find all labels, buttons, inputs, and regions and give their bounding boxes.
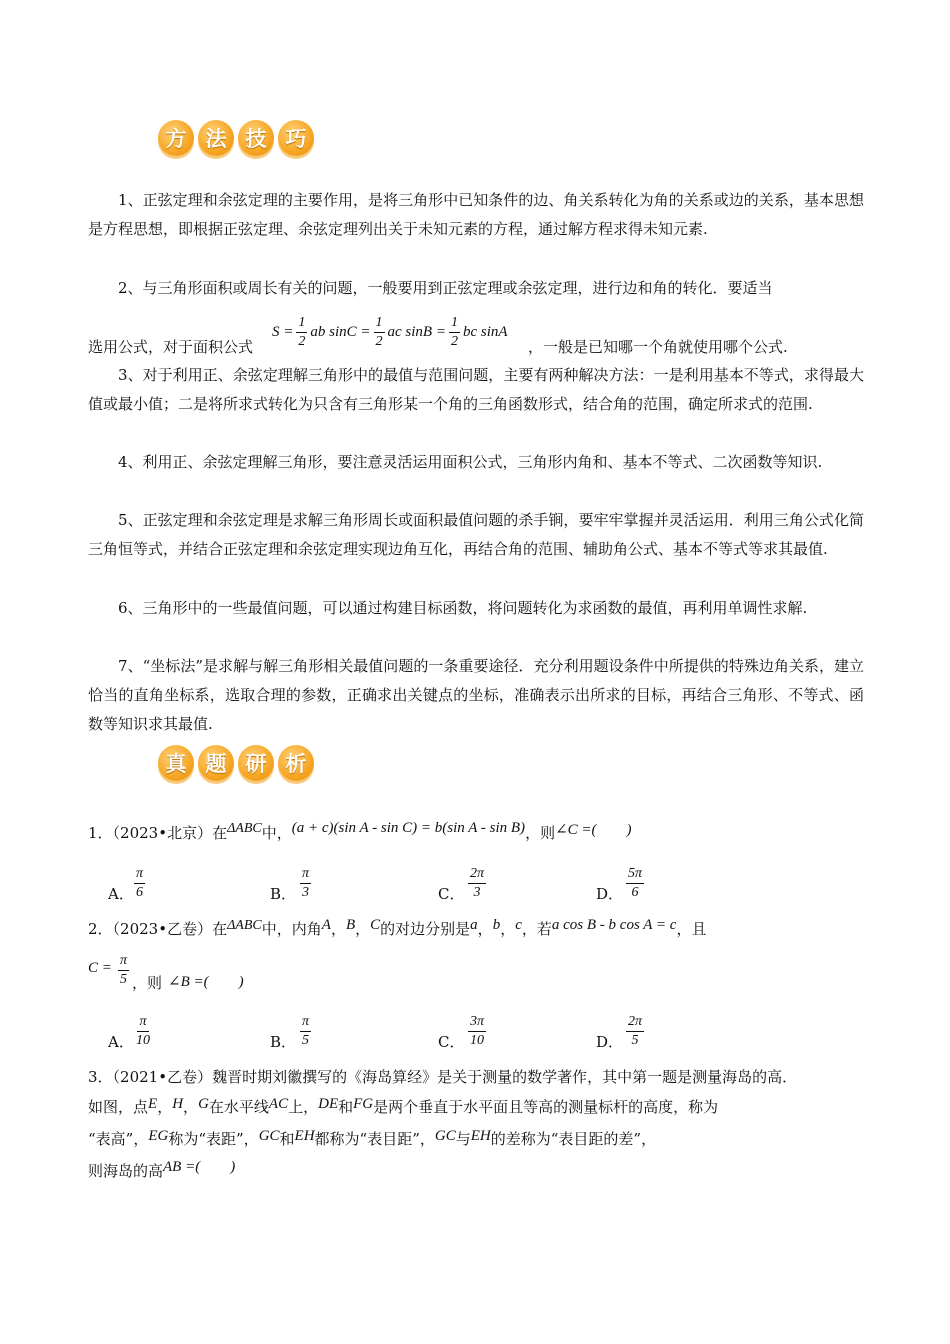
q2-ask: ∠B =( ) <box>168 974 244 990</box>
banner-char: 题 <box>198 745 234 781</box>
q1-text: 1．（2023•北京）在 <box>88 824 228 842</box>
banner-char: 技 <box>238 120 274 156</box>
q3-var: AC <box>268 1096 289 1112</box>
q3-var: DE <box>318 1096 339 1112</box>
q1-option-b: B． $\frac{\pi}{3}$ <box>270 866 310 903</box>
q3-var: G <box>198 1096 209 1112</box>
q3-var: GC <box>434 1128 456 1144</box>
formula-text: ac sinB = <box>387 324 446 340</box>
question-2-stem: 2．（2023•乙卷）在ΔABC中，内角A，B，C的对边分别是a，b，c，若a cos B - b cos A = c，且 <box>88 917 707 938</box>
formula-text: ab sinC = <box>310 324 371 340</box>
q2-text: ，若 <box>521 920 552 938</box>
q2-var: A <box>321 917 331 933</box>
banner-char: 研 <box>238 745 274 781</box>
question-3-line-1: 3．（2021•乙卷）魏晋时期刘徽撰写的《海岛算经》是关于测量的数学著作，其中第一题是测量海岛的高． <box>88 1068 798 1086</box>
q2-text: ，则 <box>132 974 163 992</box>
tip-2-line1: 2、与三角形面积或周长有关的问题，一般要用到正弦定理或余弦定理，进行边和角的转化．要适当 <box>118 279 773 297</box>
area-formula <box>272 314 508 351</box>
q3-var: EH <box>470 1128 491 1144</box>
q1-option-a: A． $\frac{\pi}{6}$ <box>108 866 144 903</box>
q1-option-c: C． $\frac{2\pi}{3}$ <box>438 866 485 903</box>
tip-2-prefix: 选用公式，对于面积公式 <box>88 338 254 356</box>
q3-ask: AB =( ) <box>163 1159 236 1175</box>
tip-2-suffix: ，一般是已知哪一个角就使用哪个公式. <box>528 338 788 356</box>
formula-fraction: $\frac{1}{2}$ <box>450 315 458 349</box>
q2-option-c: C． $\frac{3\pi}{10}$ <box>438 1014 485 1051</box>
q1-option-d: D． $\frac{5\pi}{6}$ <box>596 866 643 903</box>
q2-option-a: A． $\frac{\pi}{10}$ <box>108 1014 150 1051</box>
tip-1: 1、正弦定理和余弦定理的主要作用，是将三角形中已知条件的边、角关系转化为角的关系或边的关系，基本思想是方程思想，即根据正弦定理、余弦定理列出关于未知元素的方程，通过解方程求得未知元素. <box>88 191 864 238</box>
question-3-line-4: 则海岛的高AB =( ) <box>88 1159 236 1180</box>
q3-var: EG <box>148 1128 169 1144</box>
banner-char: 方 <box>158 120 194 156</box>
banner-char: 法 <box>198 120 234 156</box>
banner-char: 巧 <box>278 120 314 156</box>
q2-option-d: D． $\frac{2\pi}{5}$ <box>596 1014 643 1051</box>
q2-triangle: ΔABC <box>227 918 262 933</box>
section-banner-problems <box>158 745 314 781</box>
tip-3: 3、对于利用正、余弦定理解三角形中的最值与范围问题，主要有两种解决方法：一是利用基本不等式，求得最大值或最小值；二是将所求式转化为只含有三角形某一个角的三角函数形式，结合角的范围，确定所求式的范围. <box>88 366 864 413</box>
tip-6: 6、三角形中的一些最值问题，可以通过构建目标函数，将问题转化为求函数的最值，再利用单调性求解. <box>118 599 808 617</box>
formula-fraction: $\frac{1}{2}$ <box>298 315 306 349</box>
banner-char: 析 <box>278 745 314 781</box>
q3-var: H <box>172 1096 184 1112</box>
q3-var: GC <box>258 1128 280 1144</box>
section-banner-methods <box>158 120 314 156</box>
q2-var: C <box>370 917 381 933</box>
formula-fraction: $\frac{1}{2}$ <box>375 315 383 349</box>
q2-var: a <box>470 917 478 933</box>
q2-text: 2．（2023•乙卷）在 <box>88 920 228 938</box>
q2-var: b <box>492 917 501 933</box>
q1-ask: ∠C =( ) <box>555 822 632 838</box>
q2-var: B <box>345 917 356 933</box>
q2-text: 的对边分别是 <box>380 920 471 938</box>
tip-7: 7、“坐标法”是求解与解三角形相关最值问题的一条重要途径．充分利用题设条件中所提供的特殊边角关系，建立恰当的直角坐标系，选取合理的参数，正确求出关键点的坐标，准确表示出所求的目标，再结合三角形、不等式、函数等知识求其最值. <box>88 657 864 733</box>
tip-4: 4、利用正、余弦定理解三角形，要注意灵活运用面积公式，三角形内角和、基本不等式、二次函数等知识. <box>118 453 823 471</box>
q1-equation: (a + c)(sin A - sin C) = b(sin A - sin B) <box>291 820 526 836</box>
q3-var: EH <box>294 1128 315 1144</box>
q3-var: E <box>148 1096 158 1112</box>
tip-5: 5、正弦定理和余弦定理是求解三角形周长或面积最值问题的杀手锏，要牢牢掌握并灵活运用．利用三角公式化简三角恒等式，并结合正弦定理和余弦定理实现边角互化，再结合角的范围、辅助角公式、基本不等式等求其最值. <box>88 511 864 558</box>
q2-equation: a cos B - b cos A = c <box>551 917 677 933</box>
q2-text: ，且 <box>676 920 707 938</box>
q1-text: ，则 <box>525 824 556 842</box>
q2-text: 中，内角 <box>261 920 322 938</box>
q2-cond-lhs: C = <box>88 960 112 976</box>
q2-cond-fraction: $\frac{\pi}{5}$ <box>120 953 128 987</box>
question-1-stem <box>88 822 632 843</box>
q1-triangle: ΔABC <box>227 821 262 836</box>
q2-option-b: B． $\frac{\pi}{5}$ <box>270 1014 310 1051</box>
q3-var: FG <box>353 1096 374 1112</box>
formula-text: S = <box>272 324 294 340</box>
q1-text: 中， <box>261 824 292 842</box>
q2-var: c <box>515 917 522 933</box>
question-3-line-2: 如图，点E，H，G在水平线AC上，DE和FG是两个垂直于水平面且等高的测量标杆的高度，称为 <box>88 1096 719 1116</box>
question-3-line-3: “表高”，EG称为“表距”，GC和EH都称为“表目距”，GC与EH的差称为“表目距的差”， <box>88 1128 657 1148</box>
formula-text: bc sinA <box>462 324 508 340</box>
banner-char: 真 <box>158 745 194 781</box>
